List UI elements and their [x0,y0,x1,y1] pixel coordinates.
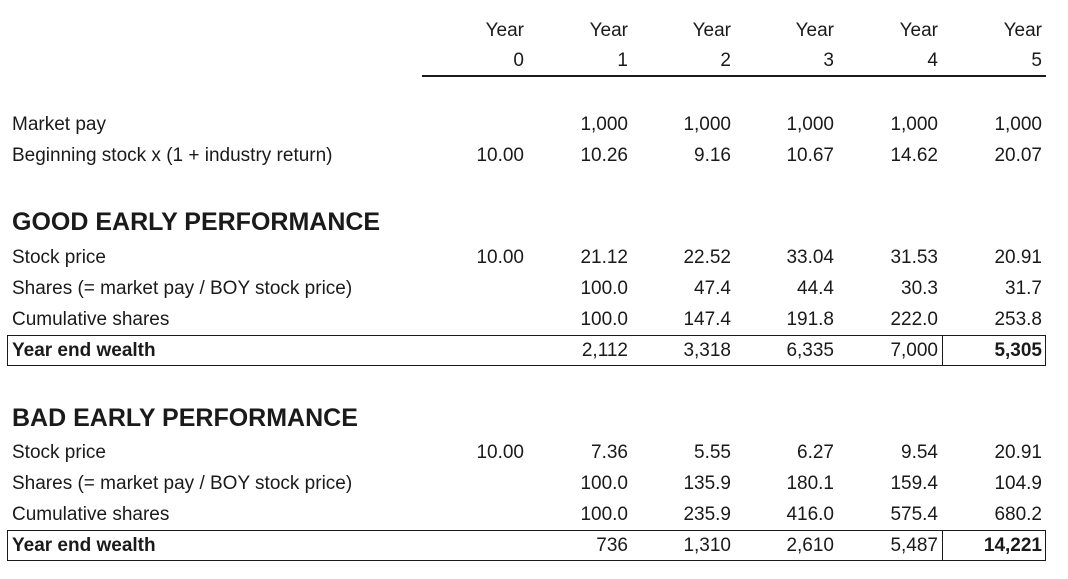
bad-stock-price-value: 10.00 [476,442,524,463]
beginning-stock-label: Beginning stock x (1 + industry return) [12,145,333,166]
bad-cumulative-value: 680.2 [994,504,1042,525]
bad-stock-price-value: 7.36 [591,442,628,463]
bad-wealth-value: 1,310 [683,535,731,556]
good-wealth-final-value: 5,305 [994,340,1042,361]
year-header-label: Year [589,20,628,41]
year-header-label: Year [692,20,731,41]
bad-shares-label: Shares (= market pay / BOY stock price) [12,473,353,494]
bad-shares-value: 135.9 [683,473,731,494]
good-shares-value: 47.4 [694,278,731,299]
good-section-title: GOOD EARLY PERFORMANCE [12,208,381,236]
market-pay-value: 1,000 [683,114,731,135]
beginning-stock-value: 10.26 [580,145,628,166]
good-cumulative-label: Cumulative shares [12,309,170,330]
good-cumulative-value: 222.0 [890,309,938,330]
beginning-stock-value: 10.00 [476,145,524,166]
good-stock-price-value: 33.04 [786,247,834,268]
year-header-label: Year [1003,20,1042,41]
bad-wealth-value: 736 [596,535,628,556]
good-cumulative-value: 147.4 [683,309,731,330]
beginning-stock-value: 9.16 [694,145,731,166]
bad-section-title: BAD EARLY PERFORMANCE [12,404,358,432]
year-header-number: 4 [927,50,938,71]
bad-cumulative-value: 235.9 [683,504,731,525]
bad-cumulative-label: Cumulative shares [12,504,170,525]
year-header-number: 1 [617,50,628,71]
bad-stock-price-value: 9.54 [901,442,938,463]
beginning-stock-value: 20.07 [994,145,1042,166]
year-header-label: Year [795,20,834,41]
year-header-number: 3 [823,50,834,71]
good-wealth-value: 6,335 [786,340,834,361]
bad-cumulative-value: 100.0 [580,504,628,525]
beginning-stock-value: 10.67 [786,145,834,166]
good-stock-price-value: 10.00 [476,247,524,268]
good-cumulative-value: 100.0 [580,309,628,330]
good-shares-label: Shares (= market pay / BOY stock price) [12,278,353,299]
good-stock-price-value: 20.91 [994,247,1042,268]
header-underline [422,75,1046,77]
good-shares-value: 30.3 [901,278,938,299]
good-shares-value: 100.0 [580,278,628,299]
market-pay-value: 1,000 [994,114,1042,135]
bad-shares-value: 104.9 [994,473,1042,494]
year-header-number: 2 [720,50,731,71]
good-stock-price-value: 31.53 [890,247,938,268]
bad-wealth-value: 5,487 [890,535,938,556]
good-stock-price-label: Stock price [12,247,106,268]
bad-cumulative-value: 575.4 [890,504,938,525]
good-wealth-label: Year end wealth [12,340,156,361]
good-stock-price-value: 21.12 [580,247,628,268]
year-header-label: Year [899,20,938,41]
beginning-stock-value: 14.62 [890,145,938,166]
bad-cumulative-value: 416.0 [786,504,834,525]
bad-wealth-final-value: 14,221 [983,535,1042,556]
bad-shares-value: 100.0 [580,473,628,494]
year-header-number: 5 [1031,50,1042,71]
bad-wealth-label: Year end wealth [12,535,156,556]
bad-wealth-value: 2,610 [786,535,834,556]
good-wealth-value: 7,000 [890,340,938,361]
year-header-label: Year [485,20,524,41]
bad-stock-price-value: 6.27 [797,442,834,463]
market-pay-value: 1,000 [786,114,834,135]
bad-shares-value: 180.1 [786,473,834,494]
good-shares-value: 31.7 [1005,278,1042,299]
good-stock-price-value: 22.52 [683,247,731,268]
bad-stock-price-value: 5.55 [694,442,731,463]
market-pay-value: 1,000 [580,114,628,135]
market-pay-label: Market pay [12,114,106,135]
good-cumulative-value: 191.8 [786,309,834,330]
market-pay-value: 1,000 [890,114,938,135]
good-wealth-value: 2,112 [581,340,628,361]
good-shares-value: 44.4 [797,278,834,299]
bad-stock-price-value: 20.91 [994,442,1042,463]
bad-shares-value: 159.4 [890,473,938,494]
good-wealth-value: 3,318 [683,340,731,361]
year-header-number: 0 [513,50,524,71]
bad-stock-price-label: Stock price [12,442,106,463]
good-cumulative-value: 253.8 [994,309,1042,330]
